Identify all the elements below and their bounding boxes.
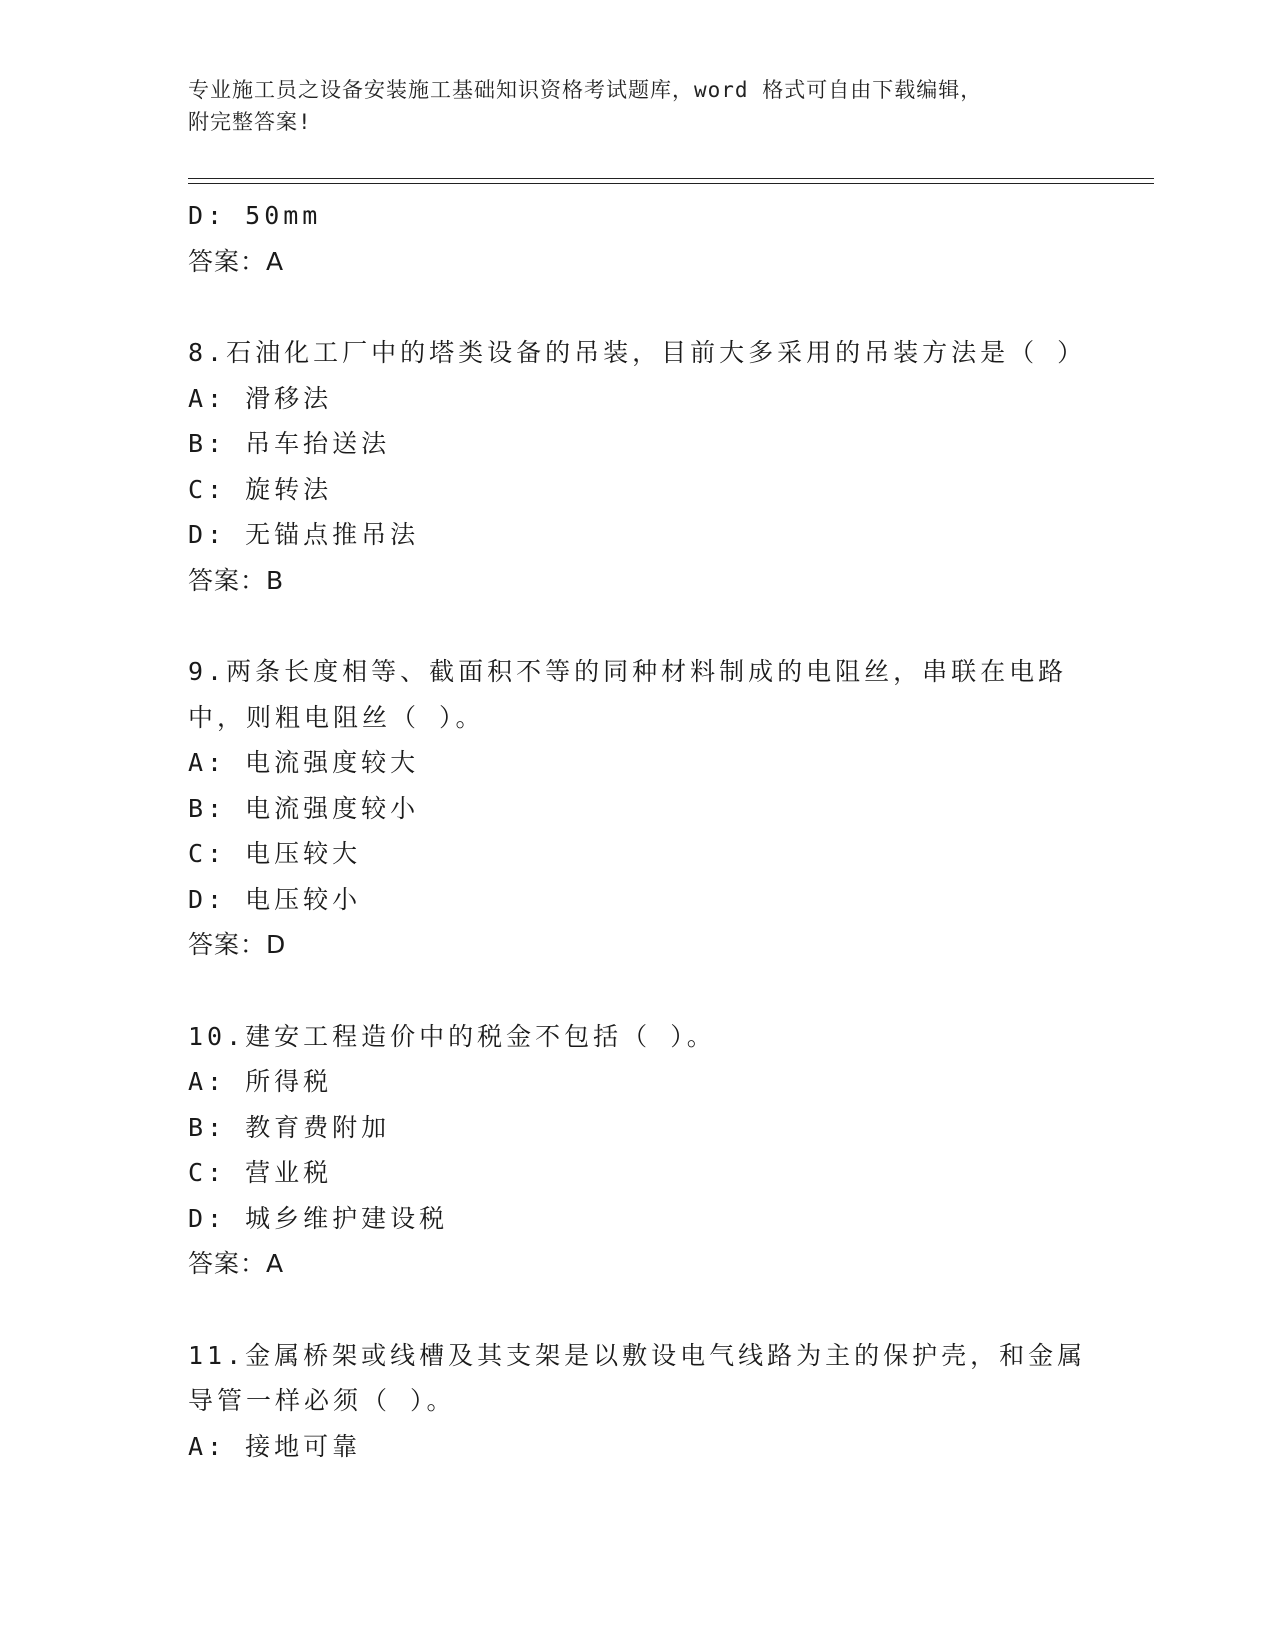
question-9-text-line-2: 中，则粗电阻丝（ ）。 bbox=[188, 702, 485, 732]
header-line-1: 专业施工员之设备安装施工基础知识资格考试题库，word 格式可自由下载编辑， bbox=[188, 78, 983, 102]
question-8-option-c: C: 旋转法 bbox=[188, 474, 333, 504]
question-8-option-d: D: 无锚点推吊法 bbox=[188, 520, 420, 549]
question-9-option-a: A: 电流强度较大 bbox=[188, 748, 420, 777]
question-8 bbox=[188, 330, 1088, 603]
header-line-2: 附完整答案! bbox=[188, 110, 312, 134]
header-rule-bottom bbox=[188, 183, 1154, 184]
question-10 bbox=[188, 1014, 1088, 1287]
question-8-answer: 答案：B bbox=[188, 565, 285, 595]
option-d-previous: D: 50mm bbox=[188, 201, 322, 230]
question-8-text: 8.石油化工厂中的塔类设备的吊装，目前大多采用的吊装方法是（ ） bbox=[188, 338, 1087, 367]
header-rule-top bbox=[188, 178, 1154, 179]
question-list bbox=[188, 193, 1088, 1469]
question-10-option-b: B: 教育费附加 bbox=[188, 1112, 391, 1142]
question-10-option-d: D: 城乡维护建设税 bbox=[188, 1203, 449, 1233]
question-9-text-line-1: 9.两条长度相等、截面积不等的同种材料制成的电阻丝，串联在电路 bbox=[188, 657, 1068, 686]
question-9-option-c: C: 电压较大 bbox=[188, 839, 362, 868]
question-9-answer: 答案：D bbox=[188, 930, 287, 959]
question-10-option-a: A: 所得税 bbox=[188, 1067, 333, 1096]
question-10-option-c: C: 营业税 bbox=[188, 1158, 333, 1187]
question-8-option-b: B: 吊车抬送法 bbox=[188, 429, 391, 458]
question-11-text-line-2: 导管一样必须（ ）。 bbox=[188, 1386, 456, 1415]
question-11-text-line-1: 11.金属桥架或线槽及其支架是以敷设电气线路为主的保护壳，和金属 bbox=[188, 1340, 1087, 1370]
question-8-option-a: A: 滑移法 bbox=[188, 383, 333, 413]
question-11-option-a: A: 接地可靠 bbox=[188, 1431, 362, 1461]
answer-previous: 答案：A bbox=[188, 246, 285, 276]
question-10-text: 10.建安工程造价中的税金不包括（ ）。 bbox=[188, 1021, 716, 1051]
question-9-option-b: B: 电流强度较小 bbox=[188, 793, 420, 823]
question-11 bbox=[188, 1333, 1088, 1470]
question-10-answer: 答案：A bbox=[188, 1249, 285, 1278]
document-header bbox=[188, 74, 1088, 138]
question-9 bbox=[188, 649, 1088, 968]
question-9-option-d: D: 电压较小 bbox=[188, 884, 362, 914]
